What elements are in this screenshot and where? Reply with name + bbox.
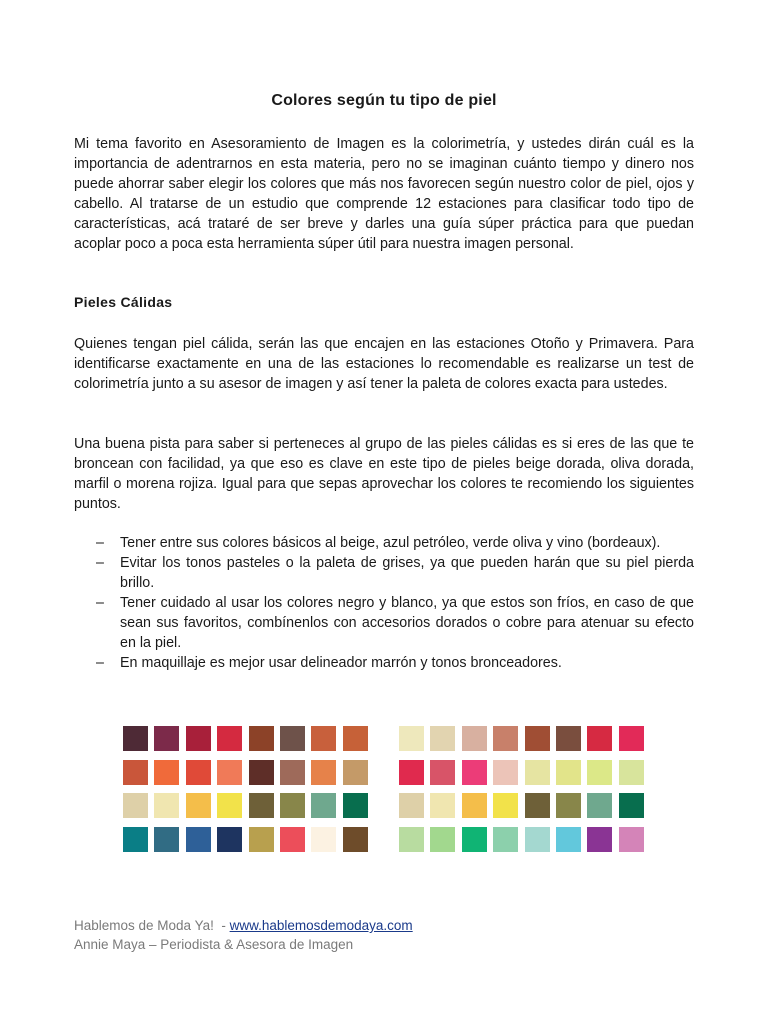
color-swatch: [430, 827, 455, 852]
footer-brand-line: [74, 918, 413, 933]
color-swatch: [217, 793, 242, 818]
color-swatch: [311, 793, 336, 818]
document-title: Colores según tu tipo de piel: [271, 92, 497, 109]
color-swatch: [462, 760, 487, 785]
color-swatch: [525, 760, 550, 785]
color-swatch: [154, 793, 179, 818]
color-swatch: [462, 827, 487, 852]
color-swatch: [525, 726, 550, 751]
color-swatch: [619, 827, 644, 852]
color-swatch: [493, 793, 518, 818]
color-swatch: [154, 760, 179, 785]
color-swatch: [280, 726, 305, 751]
color-swatch: [311, 827, 336, 852]
color-swatch: [217, 760, 242, 785]
color-swatch: [186, 827, 211, 852]
color-swatch: [619, 726, 644, 751]
color-swatch: [587, 760, 612, 785]
color-swatch: [343, 827, 368, 852]
color-swatch: [556, 726, 581, 751]
footer-author: Annie Maya – Periodista & Asesora de Imagen: [74, 937, 354, 952]
color-swatch: [493, 760, 518, 785]
list-item: [74, 593, 694, 653]
color-swatch: [280, 760, 305, 785]
color-swatch: [343, 793, 368, 818]
list-item-text: En maquillaje es mejor usar delineador marrón y tonos bronceadores.: [120, 655, 562, 671]
color-swatch: [430, 726, 455, 751]
color-swatch: [343, 760, 368, 785]
color-swatch: [493, 726, 518, 751]
color-swatch: [493, 827, 518, 852]
list-item-text: Tener cuidado al usar los colores negro y blanco, ya que estos son fríos, en caso de que sean sus favoritos, combínenlos con accesorios dorados o cobre para atenuar su efecto en la piel.: [120, 595, 694, 651]
list-item: [74, 533, 694, 553]
section-heading: Pieles Cálidas: [74, 294, 173, 310]
color-swatch: [399, 760, 424, 785]
color-swatch: [399, 726, 424, 751]
color-swatch: [249, 827, 274, 852]
bullet-dash: –: [96, 595, 104, 611]
color-swatch: [462, 726, 487, 751]
color-swatch: [249, 793, 274, 818]
intro-paragraph: Mi tema favorito en Asesoramiento de Imagen es la colorimetría, y ustedes dirán cuál es la importancia de adentrarnos en esta materia, pero no se imaginan cuánto tiempo y dinero nos puede ahorrar saber elegir los colores que más nos favorecen según nuestro color de piel, ojos y cabello. Al tratarse de un estudio que comprende 12 estaciones para clasificar todo tipo de características, acá trataré de ser breve y darles una guía súper práctica para que puedan acoplar poco a poca esta herramienta súper útil para nuestra imagen personal.: [74, 136, 694, 252]
color-swatch: [399, 793, 424, 818]
list-item: [74, 653, 694, 673]
color-swatch: [123, 726, 148, 751]
color-swatch: [462, 793, 487, 818]
color-swatch: [249, 760, 274, 785]
list-item-text: Tener entre sus colores básicos al beige, azul petróleo, verde oliva y vino (bordeaux).: [120, 535, 661, 551]
color-palette-left: [123, 726, 368, 852]
bullet-dash: –: [96, 655, 104, 671]
color-swatch: [249, 726, 274, 751]
paragraph-warm-skin: Quienes tengan piel cálida, serán las que encajen en las estaciones Otoño y Primavera. Para identificarse exactamente en una de las estaciones lo recomendable es realizarse un test de colorimetría junto a su asesor de imagen y así tener la paleta de colores exacta para ustedes.: [74, 336, 694, 392]
color-swatch: [556, 827, 581, 852]
color-swatch: [311, 760, 336, 785]
color-swatch: [556, 793, 581, 818]
paragraph-tips: Una buena pista para saber si perteneces al grupo de las pieles cálidas es si eres de las que te broncean con facilidad, ya que eso es clave en este tipo de pieles beige dorada, oliva dorada, marfil o morena rojiza. Igual para que sepas aprovechar los colores te recomiendo los siguientes puntos.: [74, 436, 694, 512]
color-swatch: [587, 827, 612, 852]
color-swatch: [280, 827, 305, 852]
color-swatch: [186, 793, 211, 818]
color-swatch: [217, 827, 242, 852]
color-swatch: [399, 827, 424, 852]
color-swatch: [217, 726, 242, 751]
color-swatch: [619, 760, 644, 785]
color-swatch: [186, 726, 211, 751]
color-palette-right: [399, 726, 644, 852]
color-swatch: [525, 827, 550, 852]
color-swatch: [186, 760, 211, 785]
color-swatch: [343, 726, 368, 751]
color-swatch: [430, 793, 455, 818]
color-swatch: [123, 793, 148, 818]
bullet-dash: –: [96, 555, 104, 571]
color-swatch: [154, 827, 179, 852]
color-swatch: [556, 760, 581, 785]
bullet-dash: –: [96, 535, 104, 551]
color-swatch: [430, 760, 455, 785]
color-swatch: [123, 827, 148, 852]
list-item-text: Evitar los tonos pasteles o la paleta de grises, ya que pueden harán que su piel pierda brillo.: [120, 555, 694, 591]
color-swatch: [619, 793, 644, 818]
color-swatch: [525, 793, 550, 818]
color-swatch: [587, 793, 612, 818]
list-item: [74, 553, 694, 593]
color-swatch: [123, 760, 148, 785]
color-swatch: [311, 726, 336, 751]
footer-website-link[interactable]: www.hablemosdemodaya.com: [229, 918, 413, 933]
footer-brand: Hablemos de Moda Ya! -: [74, 918, 230, 933]
color-swatch: [587, 726, 612, 751]
color-swatch: [280, 793, 305, 818]
color-swatch: [154, 726, 179, 751]
recommendation-list: [74, 533, 694, 673]
